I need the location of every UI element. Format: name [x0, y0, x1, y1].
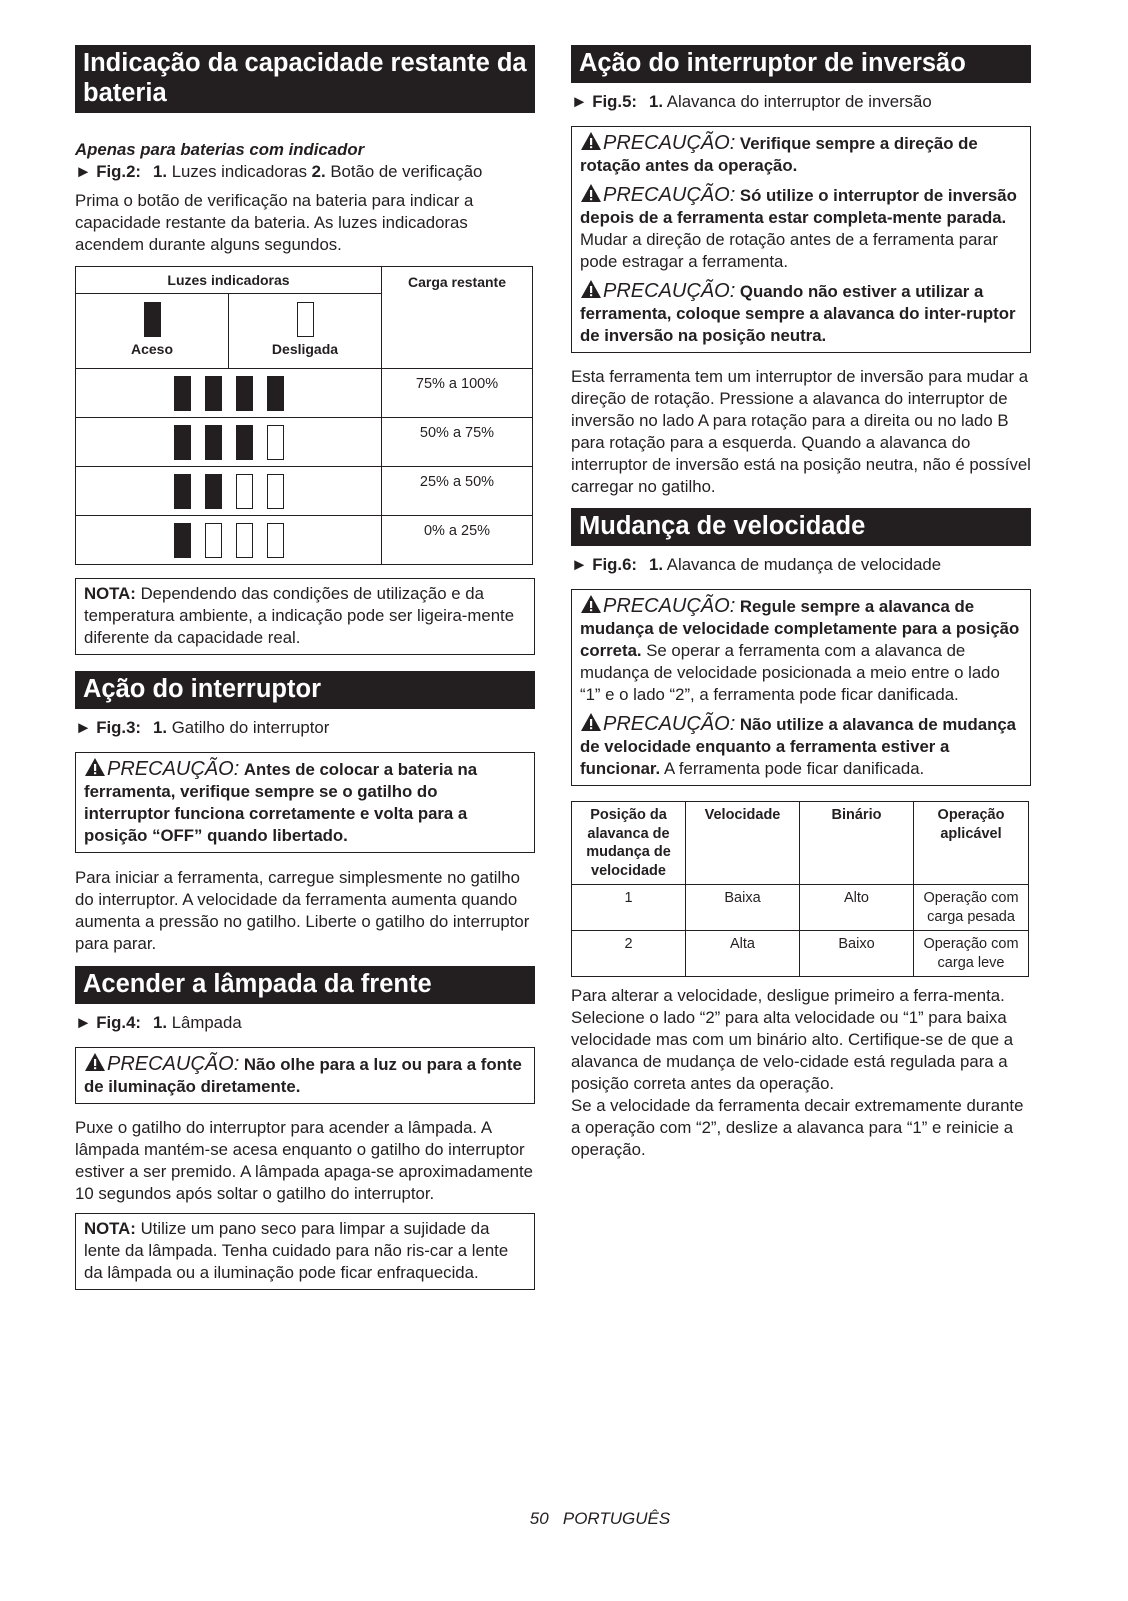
caution-label: PRECAUÇÃO: — [603, 132, 736, 154]
legend-off-cell — [229, 294, 382, 369]
warning-icon — [84, 757, 106, 777]
fig2-caption — [75, 161, 535, 183]
light-off — [267, 425, 284, 460]
fig6-num: 1. — [649, 555, 664, 574]
caution-text: A ferramenta pode ficar danificada. — [663, 759, 925, 778]
fig4-text: Lâmpada — [171, 1013, 242, 1032]
light-on — [174, 425, 191, 460]
fig4-label: ► Fig.4: — [75, 1013, 142, 1032]
charge-value: 25% a 50% — [382, 467, 533, 516]
warning-icon — [580, 131, 602, 151]
light-off — [236, 474, 253, 509]
fig3-caption — [75, 717, 535, 739]
footer-language: PORTUGUÊS — [562, 1509, 671, 1528]
reverse-caution-1 — [580, 131, 1022, 177]
reverse-caution-box — [571, 126, 1031, 353]
fig3-label: ► Fig.3: — [75, 718, 142, 737]
light-off — [236, 523, 253, 558]
caution-bold: Não utilize a alavanca de mudança de velocidade enquanto a ferramenta estiver a funcionar. — [580, 715, 1016, 778]
table-cell: Alto — [800, 885, 914, 931]
battery-intro: Prima o botão de verificação na bateria para indicar a capacidade restante da bateria. As luzes indicadoras acendem durante alguns segundos. — [75, 191, 474, 254]
fig2-label: ► Fig.2: — [75, 162, 142, 181]
table-row — [572, 931, 1029, 977]
warning-icon — [580, 279, 602, 299]
light-on — [236, 425, 253, 460]
lamp-note — [75, 1213, 535, 1290]
caution-label: PRECAUÇÃO: — [107, 1053, 240, 1075]
left-column — [75, 45, 535, 1290]
note-label: NOTA: — [84, 1219, 136, 1238]
right-column — [571, 45, 1031, 1161]
legend-off-bar — [297, 302, 314, 337]
light-on — [205, 474, 222, 509]
fig2-num1: 1. — [153, 162, 168, 181]
lamp-text: Puxe o gatilho do interruptor para acender a lâmpada. A lâmpada mantém-se acesa enquanto o gatilho do interruptor estiver a ser premido. A lâmpada apaga-se aproximadamente 10 segundos após soltar o gatilho do interruptor. — [75, 1118, 534, 1203]
speed-table — [571, 801, 1029, 977]
lamp-heading: Acender a lâmpada da frente — [75, 966, 535, 1004]
warning-icon — [580, 183, 602, 203]
light-on — [205, 376, 222, 411]
caution-bold: Só utilize o interruptor de inversão depois de a ferramenta estar completa-mente parada. — [580, 186, 1017, 227]
switch-text: Para iniciar a ferramenta, carregue simplesmente no gatilho do interruptor. A velocidade da ferramenta aumenta quando aumenta a pressão no gatilho. Liberte o gatilho do interruptor para parar. — [75, 868, 530, 953]
reverse-heading: Ação do interruptor de inversão — [571, 45, 1031, 83]
charge-value: 50% a 75% — [382, 418, 533, 467]
fig5-label: ► Fig.5: — [571, 92, 638, 111]
fig2-num2: 2. — [311, 162, 326, 181]
page-footer — [0, 1509, 1128, 1529]
speed-caution-1 — [580, 594, 1022, 706]
caution-bold: Regule sempre a alavanca de mudança de velocidade completamente para a posição correta. — [580, 597, 1020, 660]
light-on — [236, 376, 253, 411]
charge-value: 0% a 25% — [382, 516, 533, 565]
speed-col-speed: Velocidade — [686, 802, 800, 885]
battery-note — [75, 578, 535, 655]
lamp-caution-box — [75, 1047, 535, 1104]
fig4-num: 1. — [153, 1013, 168, 1032]
switch-caution — [84, 757, 526, 847]
switch-heading: Ação do interruptor — [75, 671, 535, 709]
legend-on-cell — [76, 294, 229, 369]
fig3-text: Gatilho do interruptor — [171, 718, 330, 737]
caution-label: PRECAUÇÃO: — [603, 595, 736, 617]
table-cell: 2 — [572, 931, 686, 977]
speed-caution-box — [571, 589, 1031, 786]
warning-icon — [84, 1052, 106, 1072]
fig6-label: ► Fig.6: — [571, 555, 638, 574]
fig6-caption — [571, 554, 1031, 576]
note-label: NOTA: — [84, 584, 136, 603]
light-on — [174, 474, 191, 509]
table-cell: Operação com carga leve — [914, 931, 1029, 977]
battery-subtitle: Apenas para baterias com indicador — [75, 140, 365, 159]
caution-bold: Antes de colocar a bateria na ferramenta, verifique sempre se o gatilho do interruptor funciona corretamente e volta para a posição “OFF” quando libertado. — [84, 760, 478, 845]
speed-caution-2 — [580, 712, 1022, 780]
indicator-lights — [76, 467, 382, 516]
fig5-num: 1. — [649, 92, 664, 111]
fig2-text2: Botão de verificação — [330, 162, 483, 181]
fig5-caption — [571, 91, 1031, 113]
speed-heading: Mudança de velocidade — [571, 508, 1031, 546]
caution-label: PRECAUÇÃO: — [107, 758, 240, 780]
note-text: Utilize um pano seco para limpar a sujidade da lente da lâmpada. Tenha cuidado para não ris-car a lente da lâmpada ou a iluminação pode ficar enfraquecida. — [84, 1219, 509, 1282]
table-row — [572, 885, 1029, 931]
warning-icon — [580, 594, 602, 614]
table-cell: Alta — [686, 931, 800, 977]
reverse-text: Esta ferramenta tem um interruptor de inversão para mudar a direção de rotação. Pressione a alavanca do interruptor de inversão no lado A para rotação para a direita ou no lado B para rotação para a esquerda. Quando a alavanca do interruptor de inversão está na posição neutra, não é possível carregar no gatilho. — [571, 367, 1031, 496]
speed-text-2: Se a velocidade da ferramenta decair extremamente durante a operação com “2”, deslize a alavanca para “1” e reinicie a operação. — [571, 1096, 1024, 1159]
switch-caution-box — [75, 752, 535, 853]
battery-row — [76, 418, 533, 467]
caution-label: PRECAUÇÃO: — [603, 280, 736, 302]
light-off — [267, 474, 284, 509]
fig5-text: Alavanca do interruptor de inversão — [666, 92, 932, 111]
legend-on-label: Aceso — [130, 341, 174, 357]
light-on — [174, 523, 191, 558]
lamp-caution — [84, 1052, 526, 1098]
table-cell: Operação com carga pesada — [914, 885, 1029, 931]
table-cell: Baixo — [800, 931, 914, 977]
fig3-num: 1. — [153, 718, 168, 737]
fig2-text1: Luzes indicadoras — [171, 162, 307, 181]
caution-bold: Verifique sempre a direção de rotação antes da operação. — [580, 134, 978, 175]
warning-icon — [580, 712, 602, 732]
legend-on-bar — [144, 302, 161, 337]
speed-col-position: Posição da alavanca de mudança de velocidade — [572, 802, 686, 885]
caution-label: PRECAUÇÃO: — [603, 184, 736, 206]
table-cell: Baixa — [686, 885, 800, 931]
note-text: Dependendo das condições de utilização e da temperatura ambiente, a indicação pode ser ligeira-mente diferente da capacidade real. — [84, 584, 515, 647]
light-on — [174, 376, 191, 411]
speed-col-torque: Binário — [800, 802, 914, 885]
table-cell: 1 — [572, 885, 686, 931]
reverse-caution-2 — [580, 183, 1022, 273]
caution-label: PRECAUÇÃO: — [603, 713, 736, 735]
col-charge: Carga restante — [382, 267, 533, 369]
indicator-lights — [76, 418, 382, 467]
fig4-caption — [75, 1012, 535, 1034]
battery-row — [76, 369, 533, 418]
battery-row — [76, 467, 533, 516]
charge-value: 75% a 100% — [382, 369, 533, 418]
battery-row — [76, 516, 533, 565]
reverse-caution-3 — [580, 279, 1022, 347]
caution-text: Mudar a direção de rotação antes de a ferramenta parar pode estragar a ferramenta. — [580, 230, 998, 271]
legend-off-label: Desligada — [271, 341, 339, 357]
battery-table — [75, 266, 533, 565]
indicator-lights — [76, 369, 382, 418]
light-on — [267, 376, 284, 411]
speed-text-1: Para alterar a velocidade, desligue primeiro a ferra-menta. Selecione o lado “2” para alta velocidade ou “1” para baixa velocidade mas com um binário alto. Certifique-se de que a alavanca de mudança de velo-cidade está regulada para a posição correta antes da operação. — [571, 986, 1014, 1093]
battery-heading: Indicação da capacidade restante da bateria — [75, 45, 535, 113]
fig6-text: Alavanca de mudança de velocidade — [666, 555, 942, 574]
indicator-lights — [76, 516, 382, 565]
light-on — [205, 425, 222, 460]
col-lights: Luzes indicadoras — [76, 267, 382, 294]
speed-col-operation: Operação aplicável — [914, 802, 1029, 885]
light-off — [205, 523, 222, 558]
caution-bold: Quando não estiver a utilizar a ferramenta, coloque sempre a alavanca do inter-ruptor de inversão na posição neutra. — [580, 282, 1016, 345]
light-off — [267, 523, 284, 558]
page-number: 50 — [529, 1509, 549, 1528]
caution-text: Se operar a ferramenta com a alavanca de mudança de velocidade posicionada a meio entre o lado “1” e o lado “2”, a ferramenta pode ficar danificada. — [580, 641, 1000, 704]
caution-bold: Não olhe para a luz ou para a fonte de iluminação diretamente. — [84, 1055, 522, 1096]
